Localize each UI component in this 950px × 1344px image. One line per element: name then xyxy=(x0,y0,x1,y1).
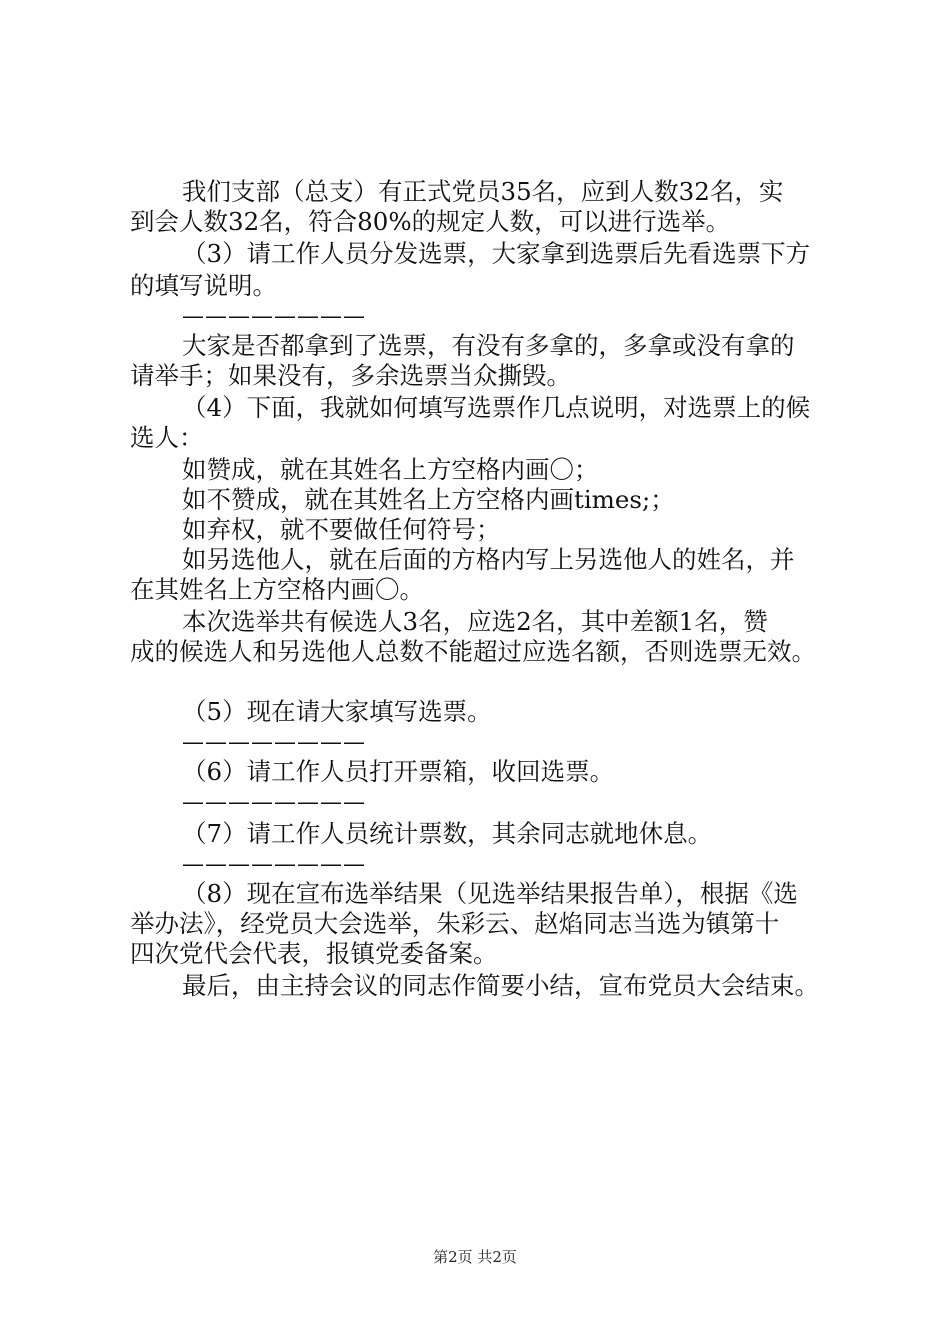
paragraph-write-in-line-2: 在其姓名上方空格内画〇。 xyxy=(130,575,424,604)
paragraph-candidates-line-1: 本次选举共有候选人3名，应选2名，其中差额1名，赞 xyxy=(182,607,768,636)
dash-separator-4: ———————— xyxy=(182,852,366,877)
paragraph-write-in-line-1: 如另选他人，就在后面的方格内写上另选他人的姓名，并 xyxy=(182,545,795,574)
paragraph-step4-line-1: （4）下面，我就如何填写选票作几点说明，对选票上的候 xyxy=(182,393,811,422)
paragraph-step6: （6）请工作人员打开票箱，收回选票。 xyxy=(182,757,615,786)
paragraph-candidates-line-2: 成的候选人和另选他人总数不能超过应选名额，否则选票无效。 xyxy=(130,637,816,666)
paragraph-step3-line-2: 的填写说明。 xyxy=(130,271,277,300)
dash-separator-1: ———————— xyxy=(182,304,366,329)
paragraph-step8-line-3: 四次党代会代表，报镇党委备案。 xyxy=(130,939,498,968)
paragraph-step4-line-2: 选人： xyxy=(130,423,204,452)
paragraph-closing: 最后，由主持会议的同志作简要小结，宣布党员大会结束。 xyxy=(182,971,819,1000)
paragraph-quorum-line-2: 到会人数32名，符合80%的规定人数，可以进行选举。 xyxy=(130,207,731,236)
page-footer: 第2页 共2页 xyxy=(433,1248,517,1266)
dash-separator-3: ———————— xyxy=(182,790,366,815)
paragraph-step8-line-1: （8）现在宣布选举结果（见选举结果报告单），根据《选 xyxy=(182,879,798,908)
paragraph-ballot-check-line-2: 请举手；如果没有，多余选票当众撕毁。 xyxy=(130,361,571,390)
paragraph-step7: （7）请工作人员统计票数，其余同志就地休息。 xyxy=(182,819,713,848)
paragraph-ballot-check-line-1: 大家是否都拿到了选票，有没有多拿的，多拿或没有拿的 xyxy=(182,331,795,360)
paragraph-disapprove: 如不赞成，就在其姓名上方空格内画times;； xyxy=(182,485,675,514)
paragraph-abstain: 如弃权，就不要做任何符号； xyxy=(182,515,501,544)
paragraph-approve: 如赞成，就在其姓名上方空格内画〇； xyxy=(182,455,599,484)
dash-separator-2: ———————— xyxy=(182,730,366,755)
paragraph-step5: （5）现在请大家填写选票。 xyxy=(182,697,492,726)
paragraph-step3-line-1: （3）请工作人员分发选票，大家拿到选票后先看选票下方 xyxy=(182,239,811,268)
paragraph-quorum-line-1: 我们支部（总支）有正式党员35名，应到人数32名，实 xyxy=(182,177,784,206)
paragraph-step8-line-2: 举办法》，经党员大会选举，朱彩云、赵焰同志当选为镇第十 xyxy=(130,909,780,938)
